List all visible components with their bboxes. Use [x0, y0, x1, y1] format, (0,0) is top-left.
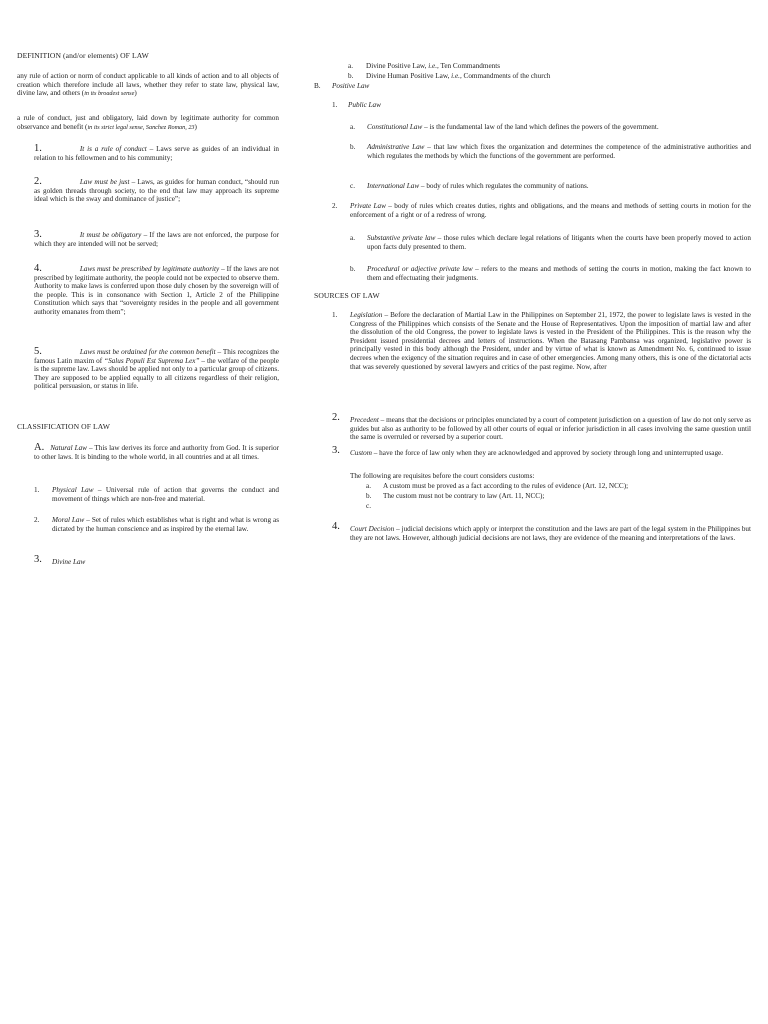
court-decision: 4. Court Decision – judicial decisions which apply or interpret the constitution and the laws are part of the legal system in the Philippines but they are not laws. However, although judicial decisions are not laws, they are evidence of the meaning and interpretations of the laws.	[332, 521, 752, 542]
element-item: 3. It must be obligatory – If the laws are not enforced, the purpose for which they are intended will not be served;	[34, 229, 279, 248]
source-item: 3. Custom – have the force of law only when they are acknowledged and approved by society through long and uninterrupted usage.	[332, 445, 724, 457]
classification-heading: CLASSIFICATION OF LAW	[17, 422, 111, 431]
custom-item: b. The custom must not be contrary to law (Art. 11, NCC);	[366, 492, 545, 500]
element-item: 2. Law must be just – Laws, as guides for human conduct, “should run as golden threads through society, to the end that law may approach its supreme ideal which is the sway and dominance of justice”;	[34, 176, 279, 204]
element-item: 4. Laws must be prescribed by legitimate authority – If the laws are not prescribed by legitimate authority, the people could not be expected to observe them. Authority to make laws is conferred upon those duly chosen by the sovereign will of the people. This is in consonance with Section 1, Article 2 of the Philippine Constitution which says that “sovereignty resides in the people and all government authority emanates from them”;	[34, 263, 279, 316]
private-sub-item: b. Procedural or adjective private law – refers to the means and methods of setting the courts in motion, making the fact known to them and effectuating their judgments.	[350, 265, 751, 282]
definition-strict: a rule of conduct, just and obligatory, laid down by legitimate authority for common observance and benefit (in its strict legal sense, Sanchez Roman, 23)	[17, 114, 279, 131]
sub-item: 3. Divine Law	[34, 554, 86, 566]
source-item: 1. Legislation – Before the declaration of Martial Law in the Philippines on September 21, 1972, the power to legislate laws is vested in the Congress of the Philippines which consists of the Senate and the House of Representatives. Upon the imposition of martial law and after the dissolution of the old Congress, the power to legislate laws is vested in the President of the Philippines. This is the reason why the President issued presidential decrees and letters of instructions. When the Batasang Pambansa was organized, legislative power is principally vested in this body although the President, under and by virtue of what is known as Amendment No. 6, continued to issue decrees when the exigency of the situation requires and in case of other emergencies. Among many others, this is one of the dictatorial acts that was severely questioned by several lawyers and critics of the past regime. Now, after	[332, 311, 751, 371]
public-sub-item: c. International Law – body of rules which regulates the community of nations.	[350, 182, 589, 190]
public-law: 1. Public Law	[332, 101, 381, 109]
source-item: 2. Precedent – means that the decisions or principles enunciated by a court of competent jurisdiction on a question of law do not only serve as guides but also as authority to be followed by all other courts of equal or inferior jurisdiction in all cases involving the same question until the same is overruled or reversed by a superior court.	[332, 412, 751, 442]
sub-item: 1. Physical Law – Universal rule of action that governs the conduct and movement of things which are non-free and material.	[34, 486, 279, 503]
private-sub-item: a. Substantive private law – those rules which declare legal relations of litigants when the courts have been properly moved to action upon facts duly presented to them.	[350, 234, 751, 251]
custom-requisites: The following are requisites before the court considers customs:	[350, 472, 535, 480]
positive-law: B. Positive Law	[314, 82, 370, 90]
sources-heading: SOURCES OF LAW	[314, 291, 380, 300]
natural-law: A. Natural Law – This law derives its force and authority from God. It is superior to other laws. It is binding to the whole world, in all countries and at all times.	[34, 442, 279, 461]
definition-broad: any rule of action or norm of conduct applicable to all kinds of action and to all objects of creation which therefore include all laws, whether they refer to state law, physical law, divine law, and others (in its broadest sense)	[17, 72, 279, 98]
public-sub-item: b. Administrative Law – that law which fixes the organization and determines the competence of the administrative authorities and which regulates the methods by which the functions of the government are performed.	[350, 143, 751, 160]
custom-item: a. A custom must be proved as a fact according to the rules of evidence (Art. 12, NCC);	[366, 482, 629, 490]
divine-item: a. Divine Positive Law, i.e., Ten Commandments	[348, 62, 501, 70]
element-item: 5. Laws must be ordained for the common benefit – This recognizes the famous Latin maxim of “Salus Populi Est Suprema Lex” – the welfare of the people is the supreme law. Laws should be applied not only to a particular group of citizens. They are supposed to be applied equally to all citizens regardless of their religion, political persuasion, or status in life.	[34, 346, 279, 391]
public-sub-item: a. Constitutional Law – is the fundamental law of the land which defines the powers of the government.	[350, 123, 659, 131]
private-law: 2. Private Law – body of rules which creates duties, rights and obligations, and the means and methods of setting courts in motion for the enforcement of a right or of a redress of wrong.	[332, 202, 751, 219]
definition-heading: DEFINITION (and/or elements) OF LAW	[17, 51, 149, 60]
divine-item: b. Divine Human Positive Law, i.e., Commandments of the church	[348, 72, 551, 80]
element-item: 1. It is a rule of conduct – Laws serve as guides of an individual in relation to his fellowmen and to his community;	[34, 143, 280, 162]
sub-item: 2. Moral Law – Set of rules which establishes what is right and what is wrong as dictated by the human conscience and as inspired by the eternal law.	[34, 516, 279, 533]
